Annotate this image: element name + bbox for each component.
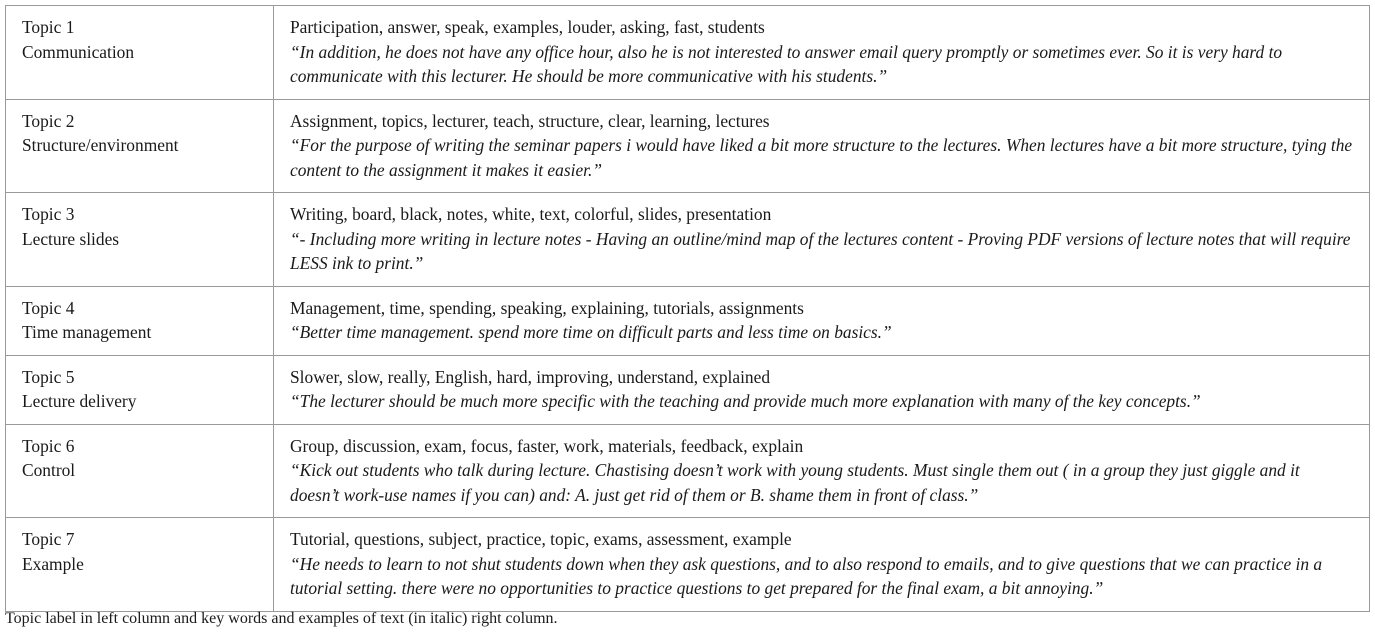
topic-number: Topic 6 (22, 435, 75, 456)
topic-number: Topic 2 (22, 110, 75, 131)
keywords: Group, discussion, exam, focus, faster, work, materials, feedback, explain (290, 435, 804, 456)
topic-label: Lecture delivery (22, 391, 137, 411)
example-quote: “For the purpose of writing the seminar papers i would have liked a bit more structure to the lectures. When lectures have a bit more structure, tying the content to the assignment it makes it easier.” (290, 135, 1353, 180)
topic-cell (6, 286, 274, 355)
content-cell (274, 518, 1370, 612)
topic-label: Time management (22, 322, 152, 342)
topic-cell (6, 355, 274, 424)
topic-number: Topic 7 (22, 529, 75, 549)
topic-cell (6, 193, 274, 287)
topics-table (5, 5, 1370, 612)
topic-number: Topic 3 (22, 204, 75, 224)
example-quote: “- Including more writing in lecture notes - Having an outline/mind map of the lectures content - Proving PDF versions of lecture notes that will require LESS ink to print.” (290, 228, 1351, 273)
table-row (6, 424, 1370, 518)
example-quote: “He needs to learn to not shut students down when they ask questions, and to also respond to emails, and to give questions that we can practice in a tutorial setting. there were no opportunities to practice questions to get prepared for the final exam, a bit annoying.” (290, 553, 1323, 598)
content-cell (274, 286, 1370, 355)
table-row (6, 6, 1370, 100)
topic-label: Lecture slides (22, 228, 120, 249)
topic-number: Topic 5 (22, 366, 75, 387)
table-row (6, 286, 1370, 355)
content-cell (274, 6, 1370, 100)
keywords: Participation, answer, speak, examples, louder, asking, fast, students (290, 17, 765, 37)
topic-label: Example (22, 553, 84, 574)
table-row (6, 518, 1370, 612)
topic-label: Control (22, 460, 76, 480)
example-quote: “The lecturer should be much more specific with the teaching and provide much more explanation with many of the key concepts.” (290, 391, 1201, 411)
table-row (6, 355, 1370, 424)
keywords: Assignment, topics, lecturer, teach, structure, clear, learning, lectures (290, 110, 770, 131)
topic-cell (6, 99, 274, 193)
topic-label: Communication (22, 41, 135, 62)
content-cell (274, 193, 1370, 287)
example-quote: “In addition, he does not have any office hour, also he is not interested to answer email query promptly or sometimes ever. So it is very hard to communicate with this lecturer. He should be more communicative with his students.” (290, 41, 1283, 86)
topic-cell (6, 518, 274, 612)
topic-label: Structure/environment (22, 135, 179, 155)
keywords: Slower, slow, really, English, hard, improving, understand, explained (290, 366, 771, 387)
keywords: Writing, board, black, notes, white, text, colorful, slides, presentation (290, 204, 772, 224)
example-quote: “Better time management. spend more time on difficult parts and less time on basics.” (290, 322, 892, 342)
content-cell (274, 99, 1370, 193)
content-cell (274, 424, 1370, 518)
topic-number: Topic 1 (22, 17, 75, 37)
table-row (6, 193, 1370, 287)
table-caption: Topic label in left column and key words and examples of text (in italic) right column. (5, 610, 558, 627)
topic-cell (6, 424, 274, 518)
topic-number: Topic 4 (22, 297, 75, 318)
table-row (6, 99, 1370, 193)
topics-table-container (5, 5, 1369, 612)
keywords: Tutorial, questions, subject, practice, topic, exams, assessment, example (290, 529, 792, 549)
content-cell (274, 355, 1370, 424)
keywords: Management, time, spending, speaking, explaining, tutorials, assignments (290, 297, 804, 318)
example-quote: “Kick out students who talk during lecture. Chastising doesn’t work with young students. Must single them out ( in a group they just giggle and it doesn’t work-use names if you can) and: A. just get rid of them or B. shame them in front of class.” (290, 460, 1300, 505)
topic-cell (6, 6, 274, 100)
